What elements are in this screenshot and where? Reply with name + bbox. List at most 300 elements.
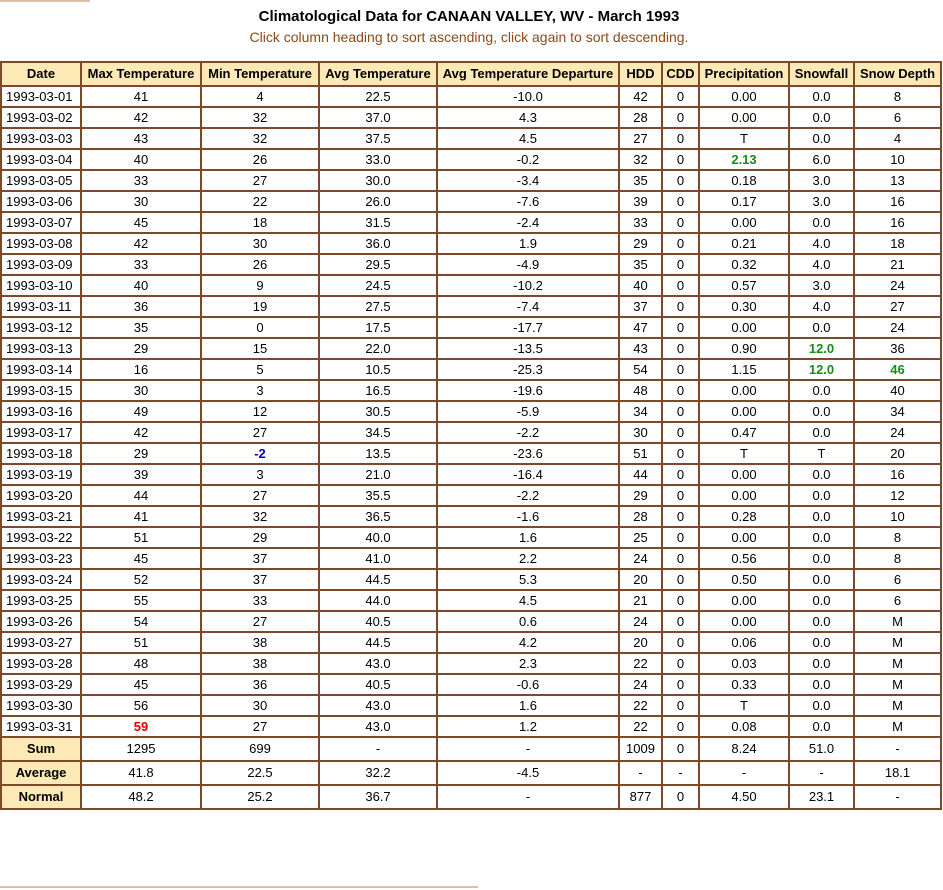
cell-min-temperature: 27 bbox=[201, 716, 319, 737]
cell-avg-temperature-departure: 5.3 bbox=[437, 569, 619, 590]
cell-snowfall: 0.0 bbox=[789, 506, 854, 527]
cell-avg-temperature: 31.5 bbox=[319, 212, 437, 233]
summary-cell-avg-temperature-departure: - bbox=[437, 785, 619, 809]
cell-avg-temperature-departure: -0.6 bbox=[437, 674, 619, 695]
summary-cell-snow-depth: - bbox=[854, 737, 941, 761]
cell-max-temperature: 45 bbox=[81, 674, 201, 695]
cell-max-temperature: 42 bbox=[81, 233, 201, 254]
summary-cell-cdd: 0 bbox=[662, 785, 699, 809]
summary-cell-hdd: 1009 bbox=[619, 737, 662, 761]
cell-avg-temperature-departure: -19.6 bbox=[437, 380, 619, 401]
summary-cell-precipitation: 4.50 bbox=[699, 785, 789, 809]
cell-max-temperature: 29 bbox=[81, 443, 201, 464]
cell-avg-temperature-departure: -10.2 bbox=[437, 275, 619, 296]
cell-snowfall: 12.0 bbox=[789, 359, 854, 380]
sort-header-cdd[interactable]: CDD bbox=[662, 62, 699, 86]
cell-hdd: 39 bbox=[619, 191, 662, 212]
cell-cdd: 0 bbox=[662, 380, 699, 401]
cell-snowfall: 4.0 bbox=[789, 254, 854, 275]
cell-max-temperature: 39 bbox=[81, 464, 201, 485]
summary-cell-cdd: - bbox=[662, 761, 699, 785]
cell-hdd: 24 bbox=[619, 674, 662, 695]
cell-hdd: 29 bbox=[619, 485, 662, 506]
table-row bbox=[1, 107, 941, 128]
cell-precipitation: 0.00 bbox=[699, 464, 789, 485]
cell-date: 1993-03-15 bbox=[1, 380, 81, 401]
cell-hdd: 28 bbox=[619, 107, 662, 128]
cell-snowfall: 0.0 bbox=[789, 86, 854, 107]
summary-label: Normal bbox=[1, 785, 81, 809]
cell-max-temperature: 55 bbox=[81, 590, 201, 611]
climate-data-table bbox=[0, 61, 942, 810]
table-row bbox=[1, 296, 941, 317]
cell-min-temperature: 33 bbox=[201, 590, 319, 611]
cell-avg-temperature-departure: 1.6 bbox=[437, 527, 619, 548]
cell-min-temperature: 36 bbox=[201, 674, 319, 695]
cell-cdd: 0 bbox=[662, 653, 699, 674]
sort-header-min-temperature[interactable]: Min Temperature bbox=[201, 62, 319, 86]
cell-precipitation: 0.18 bbox=[699, 170, 789, 191]
cell-cdd: 0 bbox=[662, 233, 699, 254]
cell-cdd: 0 bbox=[662, 128, 699, 149]
cell-date: 1993-03-17 bbox=[1, 422, 81, 443]
cell-max-temperature: 44 bbox=[81, 485, 201, 506]
cell-snowfall: 0.0 bbox=[789, 212, 854, 233]
cell-min-temperature: 27 bbox=[201, 170, 319, 191]
cell-avg-temperature: 10.5 bbox=[319, 359, 437, 380]
cell-precipitation: T bbox=[699, 443, 789, 464]
cell-snowfall: 0.0 bbox=[789, 653, 854, 674]
cell-precipitation: 0.47 bbox=[699, 422, 789, 443]
cell-snowfall: 0.0 bbox=[789, 464, 854, 485]
cell-min-temperature: 9 bbox=[201, 275, 319, 296]
cell-snow-depth: M bbox=[854, 695, 941, 716]
cell-date: 1993-03-14 bbox=[1, 359, 81, 380]
cell-avg-temperature: 44.0 bbox=[319, 590, 437, 611]
cell-hdd: 37 bbox=[619, 296, 662, 317]
cell-hdd: 33 bbox=[619, 212, 662, 233]
cell-snow-depth: 8 bbox=[854, 86, 941, 107]
summary-cell-min-temperature: 22.5 bbox=[201, 761, 319, 785]
cell-snowfall: T bbox=[789, 443, 854, 464]
summary-cell-snowfall: 51.0 bbox=[789, 737, 854, 761]
cell-date: 1993-03-29 bbox=[1, 674, 81, 695]
cell-date: 1993-03-31 bbox=[1, 716, 81, 737]
cell-hdd: 25 bbox=[619, 527, 662, 548]
cell-snow-depth: 6 bbox=[854, 107, 941, 128]
cell-avg-temperature-departure: 0.6 bbox=[437, 611, 619, 632]
cell-precipitation: 0.08 bbox=[699, 716, 789, 737]
sort-header-snow-depth[interactable]: Snow Depth bbox=[854, 62, 941, 86]
cell-precipitation: 0.03 bbox=[699, 653, 789, 674]
summary-cell-avg-temperature: - bbox=[319, 737, 437, 761]
cell-cdd: 0 bbox=[662, 569, 699, 590]
table-row bbox=[1, 233, 941, 254]
cell-avg-temperature: 44.5 bbox=[319, 569, 437, 590]
cell-precipitation: T bbox=[699, 695, 789, 716]
cell-date: 1993-03-08 bbox=[1, 233, 81, 254]
cell-precipitation: 0.30 bbox=[699, 296, 789, 317]
cell-min-temperature: 32 bbox=[201, 506, 319, 527]
cell-cdd: 0 bbox=[662, 716, 699, 737]
cell-avg-temperature-departure: -25.3 bbox=[437, 359, 619, 380]
cell-avg-temperature: 17.5 bbox=[319, 317, 437, 338]
table-row bbox=[1, 170, 941, 191]
table-row bbox=[1, 191, 941, 212]
cell-snow-depth: 12 bbox=[854, 485, 941, 506]
cell-hdd: 20 bbox=[619, 569, 662, 590]
cell-hdd: 42 bbox=[619, 86, 662, 107]
cell-snowfall: 0.0 bbox=[789, 695, 854, 716]
cell-min-temperature: 3 bbox=[201, 380, 319, 401]
cell-avg-temperature-departure: 2.3 bbox=[437, 653, 619, 674]
cell-hdd: 47 bbox=[619, 317, 662, 338]
cell-snowfall: 0.0 bbox=[789, 611, 854, 632]
cell-hdd: 22 bbox=[619, 653, 662, 674]
cell-min-temperature: 27 bbox=[201, 485, 319, 506]
cell-hdd: 43 bbox=[619, 338, 662, 359]
cell-avg-temperature-departure: -10.0 bbox=[437, 86, 619, 107]
cell-hdd: 44 bbox=[619, 464, 662, 485]
cell-avg-temperature-departure: -5.9 bbox=[437, 401, 619, 422]
cell-snow-depth: M bbox=[854, 632, 941, 653]
table-row bbox=[1, 443, 941, 464]
cell-snow-depth: 36 bbox=[854, 338, 941, 359]
cell-max-temperature: 43 bbox=[81, 128, 201, 149]
cell-cdd: 0 bbox=[662, 611, 699, 632]
summary-cell-snowfall: 23.1 bbox=[789, 785, 854, 809]
cell-precipitation: 0.28 bbox=[699, 506, 789, 527]
cell-precipitation: 0.33 bbox=[699, 674, 789, 695]
cell-min-temperature: 30 bbox=[201, 233, 319, 254]
table-row bbox=[1, 128, 941, 149]
cell-max-temperature: 30 bbox=[81, 380, 201, 401]
summary-cell-avg-temperature-departure: -4.5 bbox=[437, 761, 619, 785]
summary-cell-hdd: 877 bbox=[619, 785, 662, 809]
cell-max-temperature: 49 bbox=[81, 401, 201, 422]
cell-hdd: 20 bbox=[619, 632, 662, 653]
cell-snow-depth: 40 bbox=[854, 380, 941, 401]
cell-date: 1993-03-22 bbox=[1, 527, 81, 548]
top-divider bbox=[0, 0, 90, 2]
table-row bbox=[1, 359, 941, 380]
table-row bbox=[1, 212, 941, 233]
table-row bbox=[1, 611, 941, 632]
cell-avg-temperature: 43.0 bbox=[319, 716, 437, 737]
cell-snowfall: 0.0 bbox=[789, 401, 854, 422]
cell-snowfall: 3.0 bbox=[789, 191, 854, 212]
cell-snow-depth: 10 bbox=[854, 506, 941, 527]
cell-precipitation: 0.00 bbox=[699, 317, 789, 338]
cell-snowfall: 0.0 bbox=[789, 527, 854, 548]
cell-snow-depth: 4 bbox=[854, 128, 941, 149]
cell-avg-temperature: 27.5 bbox=[319, 296, 437, 317]
cell-avg-temperature: 35.5 bbox=[319, 485, 437, 506]
cell-hdd: 24 bbox=[619, 611, 662, 632]
cell-max-temperature: 36 bbox=[81, 296, 201, 317]
cell-max-temperature: 51 bbox=[81, 527, 201, 548]
cell-min-temperature: 12 bbox=[201, 401, 319, 422]
cell-hdd: 54 bbox=[619, 359, 662, 380]
cell-date: 1993-03-26 bbox=[1, 611, 81, 632]
cell-precipitation: 0.17 bbox=[699, 191, 789, 212]
cell-avg-temperature: 43.0 bbox=[319, 653, 437, 674]
cell-max-temperature: 42 bbox=[81, 422, 201, 443]
cell-min-temperature: 29 bbox=[201, 527, 319, 548]
table-row bbox=[1, 695, 941, 716]
cell-avg-temperature: 44.5 bbox=[319, 632, 437, 653]
cell-avg-temperature: 33.0 bbox=[319, 149, 437, 170]
cell-avg-temperature: 43.0 bbox=[319, 695, 437, 716]
sort-header-snowfall[interactable]: Snowfall bbox=[789, 62, 854, 86]
cell-avg-temperature-departure: -2.2 bbox=[437, 422, 619, 443]
cell-date: 1993-03-03 bbox=[1, 128, 81, 149]
table-row bbox=[1, 653, 941, 674]
cell-date: 1993-03-20 bbox=[1, 485, 81, 506]
cell-precipitation: 0.00 bbox=[699, 527, 789, 548]
cell-min-temperature: 38 bbox=[201, 632, 319, 653]
cell-min-temperature: 32 bbox=[201, 107, 319, 128]
cell-avg-temperature: 30.5 bbox=[319, 401, 437, 422]
cell-cdd: 0 bbox=[662, 86, 699, 107]
cell-precipitation: 0.00 bbox=[699, 86, 789, 107]
cell-cdd: 0 bbox=[662, 422, 699, 443]
cell-avg-temperature-departure: 4.5 bbox=[437, 128, 619, 149]
cell-avg-temperature: 36.5 bbox=[319, 506, 437, 527]
cell-precipitation: 0.57 bbox=[699, 275, 789, 296]
cell-snow-depth: 27 bbox=[854, 296, 941, 317]
cell-cdd: 0 bbox=[662, 107, 699, 128]
table-row bbox=[1, 317, 941, 338]
cell-date: 1993-03-01 bbox=[1, 86, 81, 107]
cell-snow-depth: 10 bbox=[854, 149, 941, 170]
cell-max-temperature: 16 bbox=[81, 359, 201, 380]
page-title: Climatological Data for CANAAN VALLEY, WV - March 1993 bbox=[258, 8, 680, 25]
cell-min-temperature: 37 bbox=[201, 569, 319, 590]
table-row bbox=[1, 86, 941, 107]
table-row bbox=[1, 569, 941, 590]
table-row bbox=[1, 380, 941, 401]
cell-avg-temperature: 37.0 bbox=[319, 107, 437, 128]
table-row bbox=[1, 338, 941, 359]
table-row bbox=[1, 275, 941, 296]
cell-hdd: 51 bbox=[619, 443, 662, 464]
cell-avg-temperature: 26.0 bbox=[319, 191, 437, 212]
cell-max-temperature: 48 bbox=[81, 653, 201, 674]
cell-snow-depth: 6 bbox=[854, 590, 941, 611]
cell-cdd: 0 bbox=[662, 359, 699, 380]
summary-row-sum bbox=[1, 737, 941, 761]
sort-header-max-temperature[interactable]: Max Temperature bbox=[81, 62, 201, 86]
cell-avg-temperature-departure: -7.4 bbox=[437, 296, 619, 317]
cell-hdd: 34 bbox=[619, 401, 662, 422]
cell-date: 1993-03-05 bbox=[1, 170, 81, 191]
cell-snow-depth: 8 bbox=[854, 527, 941, 548]
summary-cell-snow-depth: - bbox=[854, 785, 941, 809]
cell-min-temperature: 30 bbox=[201, 695, 319, 716]
table-row bbox=[1, 485, 941, 506]
table-row bbox=[1, 674, 941, 695]
cell-cdd: 0 bbox=[662, 275, 699, 296]
cell-max-temperature: 41 bbox=[81, 506, 201, 527]
cell-snowfall: 0.0 bbox=[789, 716, 854, 737]
cell-hdd: 35 bbox=[619, 170, 662, 191]
cell-precipitation: 0.00 bbox=[699, 590, 789, 611]
cell-avg-temperature: 29.5 bbox=[319, 254, 437, 275]
sort-header-date[interactable]: Date bbox=[1, 62, 81, 86]
cell-cdd: 0 bbox=[662, 548, 699, 569]
cell-cdd: 0 bbox=[662, 401, 699, 422]
cell-max-temperature: 33 bbox=[81, 170, 201, 191]
cell-hdd: 40 bbox=[619, 275, 662, 296]
cell-hdd: 30 bbox=[619, 422, 662, 443]
cell-avg-temperature-departure: -3.4 bbox=[437, 170, 619, 191]
cell-date: 1993-03-04 bbox=[1, 149, 81, 170]
table-row bbox=[1, 527, 941, 548]
cell-precipitation: 0.00 bbox=[699, 611, 789, 632]
cell-avg-temperature-departure: -0.2 bbox=[437, 149, 619, 170]
cell-max-temperature: 52 bbox=[81, 569, 201, 590]
cell-max-temperature: 33 bbox=[81, 254, 201, 275]
cell-hdd: 32 bbox=[619, 149, 662, 170]
cell-snowfall: 0.0 bbox=[789, 422, 854, 443]
cell-hdd: 24 bbox=[619, 548, 662, 569]
cell-snow-depth: 34 bbox=[854, 401, 941, 422]
cell-date: 1993-03-07 bbox=[1, 212, 81, 233]
cell-date: 1993-03-25 bbox=[1, 590, 81, 611]
cell-min-temperature: 27 bbox=[201, 422, 319, 443]
cell-avg-temperature-departure: -4.9 bbox=[437, 254, 619, 275]
cell-min-temperature: 27 bbox=[201, 611, 319, 632]
cell-snow-depth: 13 bbox=[854, 170, 941, 191]
cell-avg-temperature-departure: 1.6 bbox=[437, 695, 619, 716]
cell-snow-depth: 16 bbox=[854, 191, 941, 212]
summary-cell-snowfall: - bbox=[789, 761, 854, 785]
cell-avg-temperature: 30.0 bbox=[319, 170, 437, 191]
cell-min-temperature: 3 bbox=[201, 464, 319, 485]
cell-snowfall: 4.0 bbox=[789, 233, 854, 254]
bottom-divider bbox=[0, 886, 478, 888]
cell-snow-depth: 24 bbox=[854, 275, 941, 296]
cell-max-temperature: 51 bbox=[81, 632, 201, 653]
cell-avg-temperature-departure: -2.4 bbox=[437, 212, 619, 233]
summary-cell-max-temperature: 48.2 bbox=[81, 785, 201, 809]
cell-snowfall: 6.0 bbox=[789, 149, 854, 170]
cell-avg-temperature-departure: -2.2 bbox=[437, 485, 619, 506]
cell-max-temperature: 54 bbox=[81, 611, 201, 632]
cell-cdd: 0 bbox=[662, 590, 699, 611]
table-row bbox=[1, 506, 941, 527]
cell-avg-temperature: 16.5 bbox=[319, 380, 437, 401]
cell-hdd: 27 bbox=[619, 128, 662, 149]
cell-avg-temperature-departure: -13.5 bbox=[437, 338, 619, 359]
cell-min-temperature: 0 bbox=[201, 317, 319, 338]
cell-cdd: 0 bbox=[662, 212, 699, 233]
cell-snowfall: 4.0 bbox=[789, 296, 854, 317]
cell-avg-temperature-departure: 4.2 bbox=[437, 632, 619, 653]
cell-max-temperature: 56 bbox=[81, 695, 201, 716]
sort-instructions: Click column heading to sort ascending, click again to sort descending. bbox=[249, 29, 689, 45]
cell-date: 1993-03-28 bbox=[1, 653, 81, 674]
sort-header-precipitation[interactable]: Precipitation bbox=[699, 62, 789, 86]
cell-avg-temperature: 22.0 bbox=[319, 338, 437, 359]
cell-precipitation: 0.21 bbox=[699, 233, 789, 254]
cell-snow-depth: 16 bbox=[854, 212, 941, 233]
cell-precipitation: 0.00 bbox=[699, 212, 789, 233]
cell-date: 1993-03-27 bbox=[1, 632, 81, 653]
summary-cell-snow-depth: 18.1 bbox=[854, 761, 941, 785]
cell-min-temperature: 4 bbox=[201, 86, 319, 107]
cell-hdd: 48 bbox=[619, 380, 662, 401]
cell-snowfall: 0.0 bbox=[789, 107, 854, 128]
cell-precipitation: 1.15 bbox=[699, 359, 789, 380]
cell-date: 1993-03-11 bbox=[1, 296, 81, 317]
cell-cdd: 0 bbox=[662, 254, 699, 275]
summary-cell-avg-temperature: 36.7 bbox=[319, 785, 437, 809]
cell-avg-temperature: 34.5 bbox=[319, 422, 437, 443]
cell-cdd: 0 bbox=[662, 191, 699, 212]
cell-date: 1993-03-06 bbox=[1, 191, 81, 212]
cell-avg-temperature: 21.0 bbox=[319, 464, 437, 485]
cell-min-temperature: 26 bbox=[201, 149, 319, 170]
cell-snowfall: 0.0 bbox=[789, 128, 854, 149]
cell-cdd: 0 bbox=[662, 317, 699, 338]
cell-min-temperature: 18 bbox=[201, 212, 319, 233]
cell-precipitation: 0.00 bbox=[699, 380, 789, 401]
cell-snow-depth: 24 bbox=[854, 422, 941, 443]
cell-snow-depth: 6 bbox=[854, 569, 941, 590]
cell-snow-depth: 18 bbox=[854, 233, 941, 254]
sort-header-hdd[interactable]: HDD bbox=[619, 62, 662, 86]
cell-cdd: 0 bbox=[662, 338, 699, 359]
cell-max-temperature: 45 bbox=[81, 548, 201, 569]
cell-snowfall: 0.0 bbox=[789, 569, 854, 590]
cell-cdd: 0 bbox=[662, 170, 699, 191]
cell-date: 1993-03-24 bbox=[1, 569, 81, 590]
cell-snowfall: 0.0 bbox=[789, 485, 854, 506]
cell-hdd: 21 bbox=[619, 590, 662, 611]
summary-cell-hdd: - bbox=[619, 761, 662, 785]
cell-date: 1993-03-12 bbox=[1, 317, 81, 338]
cell-snow-depth: 8 bbox=[854, 548, 941, 569]
cell-precipitation: 0.06 bbox=[699, 632, 789, 653]
cell-date: 1993-03-18 bbox=[1, 443, 81, 464]
cell-max-temperature: 42 bbox=[81, 107, 201, 128]
cell-min-temperature: -2 bbox=[201, 443, 319, 464]
summary-cell-min-temperature: 25.2 bbox=[201, 785, 319, 809]
cell-avg-temperature: 24.5 bbox=[319, 275, 437, 296]
cell-precipitation: 0.00 bbox=[699, 485, 789, 506]
sort-header-avg-temperature-departure[interactable]: Avg Temperature Departure bbox=[437, 62, 619, 86]
table-row bbox=[1, 149, 941, 170]
cell-snowfall: 0.0 bbox=[789, 674, 854, 695]
cell-snow-depth: M bbox=[854, 653, 941, 674]
cell-max-temperature: 40 bbox=[81, 149, 201, 170]
cell-snow-depth: 20 bbox=[854, 443, 941, 464]
cell-min-temperature: 5 bbox=[201, 359, 319, 380]
cell-hdd: 28 bbox=[619, 506, 662, 527]
cell-date: 1993-03-30 bbox=[1, 695, 81, 716]
sort-header-avg-temperature[interactable]: Avg Temperature bbox=[319, 62, 437, 86]
cell-cdd: 0 bbox=[662, 149, 699, 170]
cell-cdd: 0 bbox=[662, 485, 699, 506]
cell-date: 1993-03-16 bbox=[1, 401, 81, 422]
cell-avg-temperature: 37.5 bbox=[319, 128, 437, 149]
cell-snowfall: 0.0 bbox=[789, 632, 854, 653]
cell-min-temperature: 38 bbox=[201, 653, 319, 674]
data-rows bbox=[1, 86, 941, 737]
cell-avg-temperature: 40.0 bbox=[319, 527, 437, 548]
